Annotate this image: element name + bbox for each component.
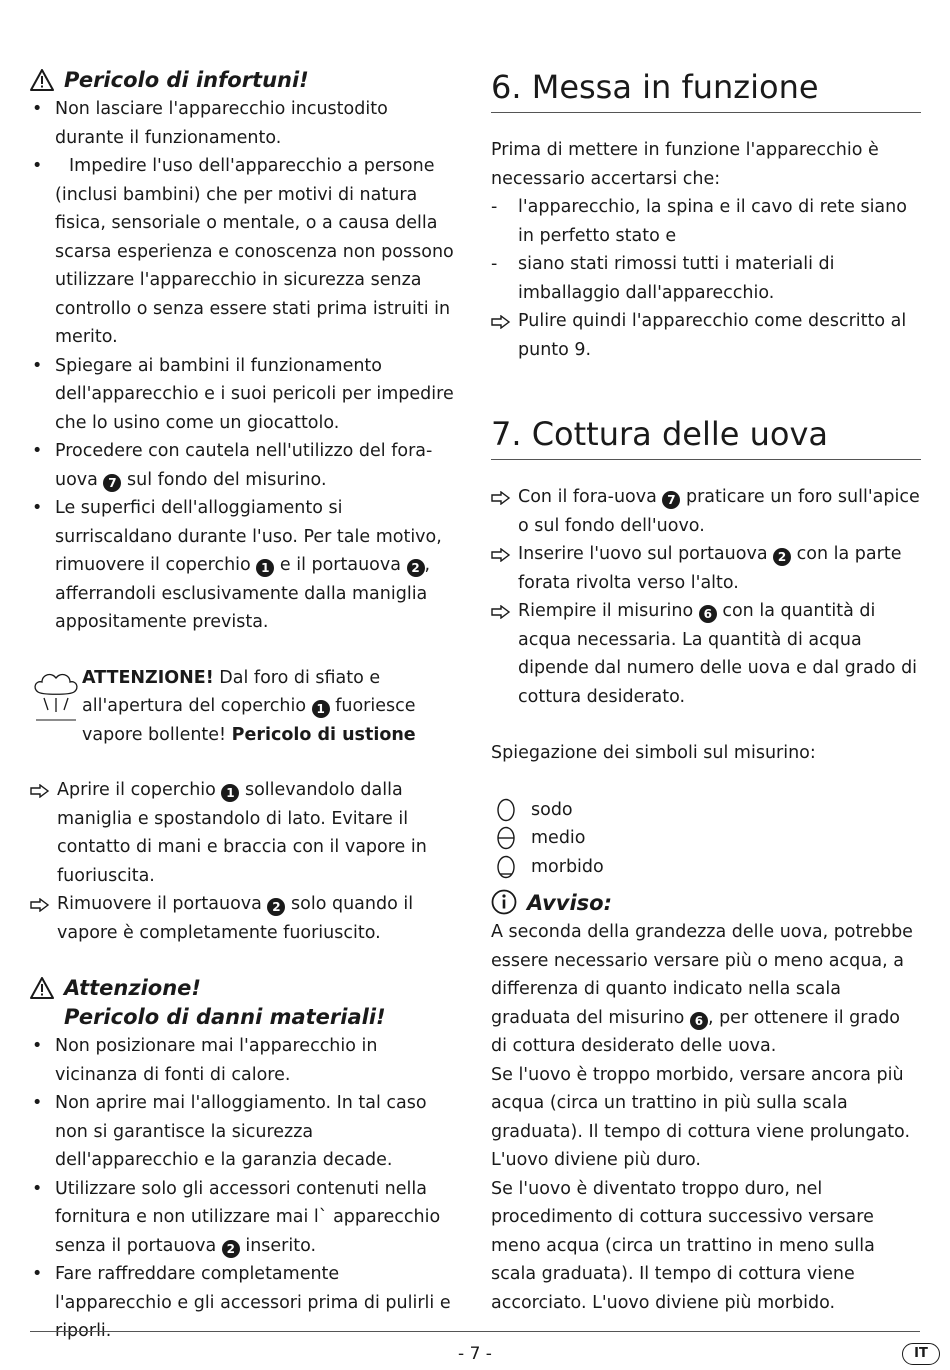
- footer-divider: [30, 1331, 920, 1332]
- left-column: [30, 66, 460, 1346]
- section-7-steps: [491, 483, 921, 711]
- list-item: Inserire l'uovo sul portauova 2 con la parte forata rivolta verso l'alto.: [491, 540, 921, 597]
- info-icon: [491, 889, 517, 915]
- section-6-checklist: [491, 193, 921, 307]
- injury-warning-title: Pericolo di infortuni!: [64, 68, 309, 92]
- injury-warning-list: [30, 95, 460, 637]
- list-item: - siano stati rimossi tutti i materiali di imballaggio dall'apparecchio.: [491, 254, 835, 303]
- arrow-right-icon: [30, 898, 50, 912]
- list-item: Rimuovere il portauova 2 solo quando il vapore è completamente fuoriuscito.: [30, 890, 460, 947]
- symbols-legend: [491, 796, 921, 882]
- list-item: Pulire quindi l'apparecchio come descritto al punto 9.: [491, 307, 921, 364]
- warning-triangle-icon: [30, 977, 54, 999]
- part-number-badge: 1: [256, 559, 274, 577]
- damage-warning-list: [30, 1032, 460, 1346]
- section-6-intro: Prima di mettere in funzione l'apparecchio è necessario accertarsi che:: [491, 140, 879, 189]
- list-item: • Non lasciare l'apparecchio incustodito durante il funzionamento.: [30, 95, 460, 152]
- notice-paragraph: Se l'uovo è troppo morbido, versare ancora più acqua (circa un trattino in più sulla scala graduata). Il tempo di cottura viene prolungato. L'uovo diviene più duro.: [491, 1064, 911, 1170]
- list-item: - l'apparecchio, la spina e il cavo di rete siano in perfetto stato e: [491, 197, 907, 246]
- warning-triangle-icon: [30, 69, 54, 91]
- list-item: • Spiegare ai bambini il funzionamento dell'apparecchio e i suoi pericoli per impedire che lo usino come un giocattolo.: [30, 352, 460, 438]
- damage-warning-title: Attenzione! Pericolo di danni materiali!: [64, 976, 386, 1029]
- right-column: [491, 66, 921, 1317]
- part-number-badge: 7: [662, 491, 680, 509]
- damage-warning-heading: [30, 974, 460, 1032]
- list-item: Riempire il misurino 6 con la quantità di acqua necessaria. La quantità di acqua dipende dal numero delle uova e dal grado di cottura desiderato.: [491, 597, 921, 711]
- part-number-badge: 1: [221, 784, 239, 802]
- arrow-right-icon: [491, 605, 511, 619]
- list-item: • Le superfici dell'alloggiamento si surriscaldano durante l'uso. Per tale motivo, rimuovere il coperchio 1 e il portauova 2 , afferrandoli esclusivamente dalla maniglia appositamente prevista.: [30, 494, 460, 637]
- arrow-right-icon: [30, 784, 50, 798]
- arrow-right-icon: [491, 315, 511, 329]
- section-6-steps: [491, 307, 921, 364]
- part-number-badge: 7: [103, 474, 121, 492]
- steam-hand-icon: [30, 664, 82, 724]
- list-item: • Procedere con cautela nell'utilizzo del fora-uova 7 sul fondo del misurino.: [30, 437, 460, 494]
- notice-heading: [491, 889, 921, 918]
- part-number-badge: 6: [690, 1012, 708, 1030]
- part-number-badge: 2: [267, 898, 285, 916]
- list-item: • Non aprire mai l'alloggiamento. In tal caso non si garantisce la sicurezza dell'apparecchio e la garanzia decade.: [30, 1089, 460, 1175]
- list-item: • Utilizzare solo gli accessori contenuti nella fornitura e non utilizzare mai l` apparecchio senza il portauova 2 inserito.: [30, 1175, 460, 1261]
- attention-box: [30, 664, 460, 750]
- notice-paragraph: Se l'uovo è diventato troppo duro, nel procedimento di cottura successivo versare meno acqua (circa un trattino in meno sulla scala graduata). Il tempo di cottura viene accorciato. L'uovo diviene più morbido.: [491, 1178, 875, 1313]
- section-7-title: 7. Cottura delle uova: [491, 413, 921, 460]
- part-number-badge: 2: [773, 548, 791, 566]
- list-item: Aprire il coperchio 1 sollevandolo dalla maniglia e spostandolo di lato. Evitare il contatto di mani e braccia con il vapore in fuoriuscita.: [30, 776, 460, 890]
- section-6-title: 6. Messa in funzione: [491, 66, 921, 113]
- part-number-badge: 2: [407, 559, 425, 577]
- language-badge: IT: [902, 1343, 940, 1365]
- attention-text: ATTENZIONE! Dal foro di sfiato e all'apertura del coperchio 1 fuoriesce vapore bollente! Pericolo di ustione: [82, 667, 416, 745]
- symbols-intro: Spiegazione dei simboli sul misurino:: [491, 743, 816, 763]
- egg-soft-icon: [495, 855, 517, 879]
- egg-medium-icon: [495, 826, 517, 850]
- arrow-right-icon: [491, 491, 511, 505]
- list-item: Con il fora-uova 7 praticare un foro sull'apice o sul fondo dell'uovo.: [491, 483, 921, 540]
- egg-hard-icon: [495, 798, 517, 822]
- injury-warning-heading: [30, 66, 460, 95]
- page-number: - 7 -: [458, 1344, 492, 1364]
- part-number-badge: 1: [312, 700, 330, 718]
- part-number-badge: 6: [699, 605, 717, 623]
- list-item: • Impedire l'uso dell'apparecchio a persone (inclusi bambini) che per motivi di natura fisica, sensoriale o mentale, o a causa della scarsa esperienza e conoscenza non possono utilizzare l'apparecchio in sicurezza senza controllo o senza essere stati prima istruiti in merito.: [30, 152, 460, 352]
- list-item: • Non posizionare mai l'apparecchio in vicinanza di fonti di calore.: [30, 1032, 460, 1089]
- arrow-right-icon: [491, 548, 511, 562]
- steam-steps-list: [30, 776, 460, 947]
- symbol-row: sodo: [491, 796, 921, 825]
- notice-paragraph: A seconda della grandezza delle uova, potrebbe essere necessario versare più o meno acqua, a differenza di quanto indicato nella scala graduata del misurino 6 , per ottenere il grado di cottura desiderato delle uova.: [491, 922, 913, 1056]
- symbol-row: morbido: [491, 853, 921, 882]
- symbol-row: medio: [491, 824, 921, 853]
- part-number-badge: 2: [222, 1240, 240, 1258]
- notice-title: Avviso:: [527, 891, 613, 915]
- list-item: • Fare raffreddare completamente l'apparecchio e gli accessori prima di pulirli e riporli.: [30, 1260, 460, 1346]
